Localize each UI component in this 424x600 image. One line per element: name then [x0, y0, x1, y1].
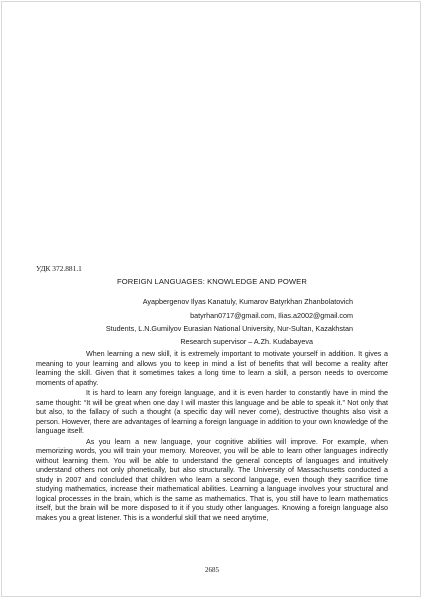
affiliation-line: Students, L.N.Gumilyov Eurasian National University, Nur-Sultan, Kazakhstan — [105, 324, 353, 333]
authors-line: Ayapbergenov Ilyas Kanatuly, Kumarov Batyrkhan Zhanbolatovich — [142, 297, 353, 306]
body-text — [36, 350, 388, 524]
page-number: 2685 — [205, 566, 219, 574]
supervisor-line: Research supervisor – A.Zh. Kudabayeva — [180, 337, 313, 346]
paper-title: FOREIGN LANGUAGES: KNOWLEDGE AND POWER — [117, 277, 307, 286]
udk-code: УДК 372.881.1 — [36, 264, 82, 273]
paragraph-motivation: When learning a new skill, it is extremely important to motivate yourself in addition. It gives a meaning to your learning and allows you to keep in mind a list of benefits that will become a reality after learning the skill. Given that it sometimes takes a long time to learn a skill, a person needs to overcome moments of apathy. — [36, 350, 388, 387]
paragraph-cognitive: As you learn a new language, your cognitive abilities will improve. For example, when memorizing words, you will train your memory. Moreover, you will be able to learn other languages indirectly without learning them. You will be able to understand the general concepts of languages and intuitively understand others not only phonetically, but also structurally. The University of Massachusetts conducted a study in 2007 and concluded that children who learn a second language, even though they sacrifice time studying mathematics, increase their mathematical abilities. Learning a language involves your structural and logical processes in the brain, which is the same as mathematics. That is, you still have to learn mathematics itself, but the brain will be more disposed to it if you study other languages. Knowing a foreign language also makes you a great listener. This is a wonderful skill that we need anytime, — [36, 437, 388, 522]
paragraph-difficulty: It is hard to learn any foreign language, and it is even harder to constantly have in mind the same thought: “It will be great when one day I will master this language and be able to speak it.” Not only that but also, to the fallacy of such a thought (a specific day will never come), destructive thoughts also visit a person. However, there are advantages of learning a foreign language in addition to your own knowledge of the language itself. — [36, 389, 388, 435]
emails-line: batyrhan0717@gmail.com, Ilias.a2002@gmail.com — [190, 311, 353, 320]
